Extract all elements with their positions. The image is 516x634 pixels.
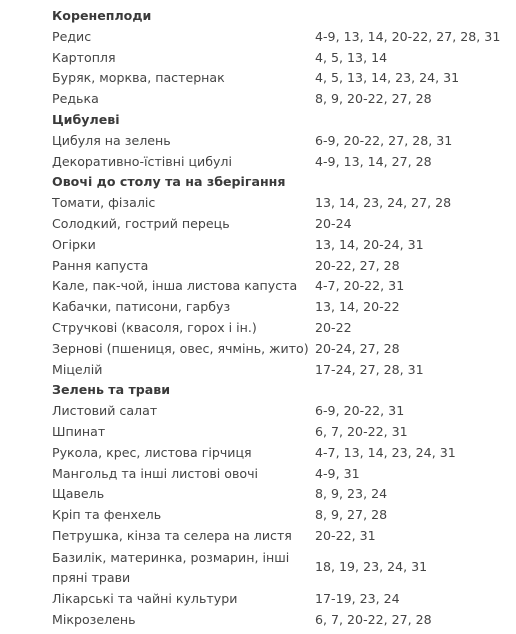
crop-name: Редька: [52, 91, 99, 107]
favorable-days: 17-19, 23, 24: [315, 590, 400, 606]
table-row: [44, 214, 494, 235]
section-title: Овочі до столу та на зберігання: [52, 174, 286, 190]
crop-name: Редис: [52, 28, 92, 44]
crop-name: Рукола, крес, листова гірчиця: [52, 444, 252, 460]
crop-name: Огірки: [52, 236, 96, 252]
favorable-days: 4, 5, 13, 14, 23, 24, 31: [315, 70, 460, 86]
table-row: [44, 318, 494, 339]
table-row: [44, 401, 494, 422]
section-title: Зелень та трави: [52, 382, 171, 398]
crop-name: Цибуля на зелень: [52, 132, 171, 148]
crop-name: Декоративно-їстівні цибулі: [52, 153, 232, 169]
crop-name: Картопля: [52, 49, 116, 65]
crop-name: Міцелій: [52, 361, 103, 377]
table-row: [44, 235, 494, 256]
favorable-days: 18, 19, 23, 24, 31: [315, 558, 428, 574]
section-header: [44, 380, 494, 401]
crop-name: Томати, фізаліс: [52, 195, 156, 211]
crop-name: Петрушка, кінза та селера на листя: [52, 527, 292, 543]
table-row: [44, 610, 494, 631]
crop-name: Мангольд та інші листові овочі: [52, 465, 259, 481]
favorable-days: 20-24, 27, 28: [315, 340, 400, 356]
favorable-days: 4-7, 20-22, 31: [315, 278, 405, 294]
crop-name: Базилік, материнка, розмарин, інші пряні трави: [52, 549, 290, 585]
favorable-days: 4-9, 13, 14, 27, 28: [315, 153, 432, 169]
favorable-days: 13, 14, 20-24, 31: [315, 236, 424, 252]
table-row: [44, 193, 494, 214]
favorable-days: 6-9, 20-22, 27, 28, 31: [315, 132, 453, 148]
table-row: [44, 464, 494, 485]
crop-name: Рання капуста: [52, 257, 149, 273]
table-row: [44, 297, 494, 318]
section-title: Цибулеві: [52, 111, 120, 127]
crop-name: Зернові (пшениця, овес, ячмінь, жито): [52, 340, 309, 356]
planting-calendar-table: [44, 6, 501, 630]
table-row: [44, 422, 494, 443]
favorable-days: 8, 9, 20-22, 27, 28: [315, 91, 432, 107]
table-row: [44, 68, 494, 89]
crop-name: Лікарські та чайні культури: [52, 590, 238, 606]
crop-name: Кріп та фенхель: [52, 507, 162, 523]
table-row: [44, 48, 494, 69]
table-row: [44, 484, 494, 505]
section-header: [44, 172, 494, 193]
favorable-days: 17-24, 27, 28, 31: [315, 361, 424, 377]
favorable-days: 4-7, 13, 14, 23, 24, 31: [315, 444, 456, 460]
crop-name: Шпинат: [52, 423, 106, 439]
favorable-days: 13, 14, 20-22: [315, 299, 400, 315]
table-row: [44, 443, 494, 464]
table-row: [44, 589, 494, 610]
favorable-days: 20-22: [315, 319, 352, 335]
table-row: [44, 526, 494, 547]
crop-name: Солодкий, гострий перець: [52, 215, 230, 231]
table-row: [44, 505, 494, 526]
favorable-days: 20-22, 27, 28: [315, 257, 400, 273]
section-header: [44, 6, 494, 27]
crop-name: Листовий салат: [52, 403, 158, 419]
crop-name: Стручкові (квасоля, горох і ін.): [52, 319, 257, 335]
table-row: [44, 152, 494, 173]
favorable-days: 13, 14, 23, 24, 27, 28: [315, 195, 452, 211]
favorable-days: 6-9, 20-22, 31: [315, 403, 405, 419]
table-row: [44, 276, 494, 297]
table-row: [44, 339, 494, 360]
section-header: [44, 110, 494, 131]
crop-name: Буряк, морква, пастернак: [52, 70, 225, 86]
favorable-days: 4-9, 31: [315, 465, 360, 481]
table-row: [44, 27, 501, 48]
table-row: [44, 131, 494, 152]
crop-name: Кабачки, патисони, гарбуз: [52, 299, 231, 315]
table-row: [44, 256, 494, 277]
favorable-days: 4-9, 13, 14, 20-22, 27, 28, 31: [315, 28, 501, 44]
favorable-days: 20-24: [315, 215, 352, 231]
favorable-days: 4, 5, 13, 14: [315, 49, 388, 65]
favorable-days: 8, 9, 23, 24: [315, 486, 388, 502]
table-row: [44, 89, 494, 110]
table-row: [44, 360, 494, 381]
favorable-days: 6, 7, 20-22, 27, 28: [315, 611, 432, 627]
section-title: Коренеплоди: [52, 8, 152, 23]
crop-name: Кале, пак-чой, інша листова капуста: [52, 278, 298, 294]
favorable-days: 8, 9, 27, 28: [315, 507, 388, 523]
favorable-days: 20-22, 31: [315, 527, 376, 543]
table-row: [44, 547, 494, 589]
favorable-days: 6, 7, 20-22, 31: [315, 423, 408, 439]
crop-name: Щавель: [52, 486, 105, 502]
crop-name: Мікрозелень: [52, 611, 136, 627]
